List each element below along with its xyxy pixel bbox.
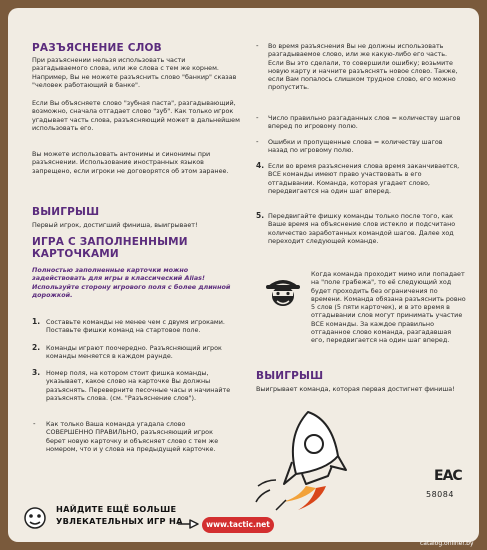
list-number: 1. (32, 317, 41, 326)
footer-line1: НАЙДИТЕ ЕЩЁ БОЛЬШЕ (56, 504, 177, 514)
paragraph-win-right: Выигрывает команда, которая первая достигнет финиша! (256, 385, 455, 393)
paragraph-explain-1: При разъяснении нельзя использовать части разгадываемого слова, или же слова с тем же корнем. Например, Вы не можете разъяснить слово "банкир" сказав "человек работающий в банке". (32, 56, 237, 89)
eac-mark: EAC (434, 468, 462, 484)
list-number: 4. (256, 161, 265, 170)
list-dash: - (256, 42, 259, 50)
pointing-hand-icon (176, 515, 200, 533)
list-number: 2. (32, 343, 41, 352)
footer-line2: УВЛЕКАТЕЛЬНЫХ ИГР НА (56, 516, 183, 526)
mascot-icon (20, 504, 50, 534)
list-item-dash: Как только Ваша команда угадала слово СОВЕРШЕННО ПРАВИЛЬНО, разъясняющий игрок берет новую карточку и объясняет слово с тем же номером, что и у слова на предыдущей карточке. (46, 420, 219, 453)
robber-field-rule: Когда команда проходит мимо или попадает на "поле грабежа", то её следующий ход будет проходить без ограничения по времени. Команда обязана разъяснить ровно 5 слов (5 пяти карточек), и в это время в отгадывании слов могут принимать участие ВСЕ команды. За каждое правильно отгаданное слово команда, разгадавшая его, передвигается на один шаг вперед. (311, 270, 466, 345)
heading-explain: РАЗЪЯСНЕНИЕ СЛОВ (32, 42, 162, 54)
watermark: catalog.onliner.by (420, 540, 474, 547)
list-dash: - (256, 114, 259, 122)
list-item-5: Передвигайте фишку команды только после того, как Ваше время на объяснение слов истекло и подсчитано количество заработанных командой шагов. Далее ход переходит следующей команде. (268, 212, 456, 245)
paragraph-explain-2: Если Вы объясняете слово "зубная паста", разгадывающий, возможно, сначала отгадает слово "зуб". Как только игрок угадывает часть слова, разъясняющий может в дальнейшем использовать его. (32, 99, 240, 132)
rocket-illustration (246, 406, 386, 511)
bullet-mistakes: Ошибки и пропущенные слова = количеству шагов назад по игровому полю. (268, 138, 443, 155)
list-number: 3. (32, 368, 41, 377)
list-item-4: Если во время разъяснения слова время заканчивается, ВСЕ команды имеют право участвовать в его отгадывании. Команда, которая угадает слово, передвигается на один шаг вперед. (268, 162, 460, 195)
list-dash: - (256, 138, 259, 146)
robber-icon (262, 270, 304, 312)
list-item-2: Команды играют поочередно. Разъясняющий игрок команды меняется в каждом раунде. (46, 344, 222, 361)
heading-win-left: ВЫИГРЫШ (32, 206, 100, 218)
heading-filled-line2: КАРТОЧКАМИ (32, 248, 119, 260)
list-number: 5. (256, 211, 265, 220)
paragraph-win-left: Первый игрок, достигший финиша, выигрывает! (32, 221, 198, 229)
website-link[interactable]: www.tactic.net (202, 517, 274, 533)
heading-win-right: ВЫИГРЫШ (256, 370, 324, 382)
filled-cards-note: Полностью заполненные карточки можно задействовать для игры в классический Alias! Используйте сторону игрового поля с более длинной дорожкой. (32, 266, 231, 299)
bullet-no-word-parts: Во время разъяснения Вы не должны использовать разгадываемое слово, или же какую-либо его часть. Если Вы это сделали, то совершили ошибку; возьмите новую карту и начните разъяснять новое слово. Также, если Вам попалось слишком трудное слово, его можно пропустить. (268, 42, 458, 92)
list-item-1: Составьте команды не менее чем с двумя игроками. Поставьте фишки команд на стартовое поле. (46, 318, 225, 335)
product-code: 58084 (426, 490, 454, 499)
heading-filled-line1: ИГРА С ЗАПОЛНЕННЫМИ (32, 236, 188, 248)
paragraph-explain-3: Вы можете использовать антонимы и синонимы при разъяснении. Использование иностранных языков запрещено, если игроки не договорятся об этом заранее. (32, 150, 229, 175)
rules-page (8, 8, 479, 542)
list-item-3: Номер поля, на котором стоит фишка команды, указывает, какое слово на карточке Вы должны разъяснять. Переверните песочные часы и начинайте разъяснять слова. (см. "Разъяснение слов"). (46, 369, 231, 402)
list-dash: - (33, 420, 36, 428)
bullet-correct-words: Число правильно разгаданных слов = количеству шагов вперед по игровому полю. (268, 114, 461, 131)
